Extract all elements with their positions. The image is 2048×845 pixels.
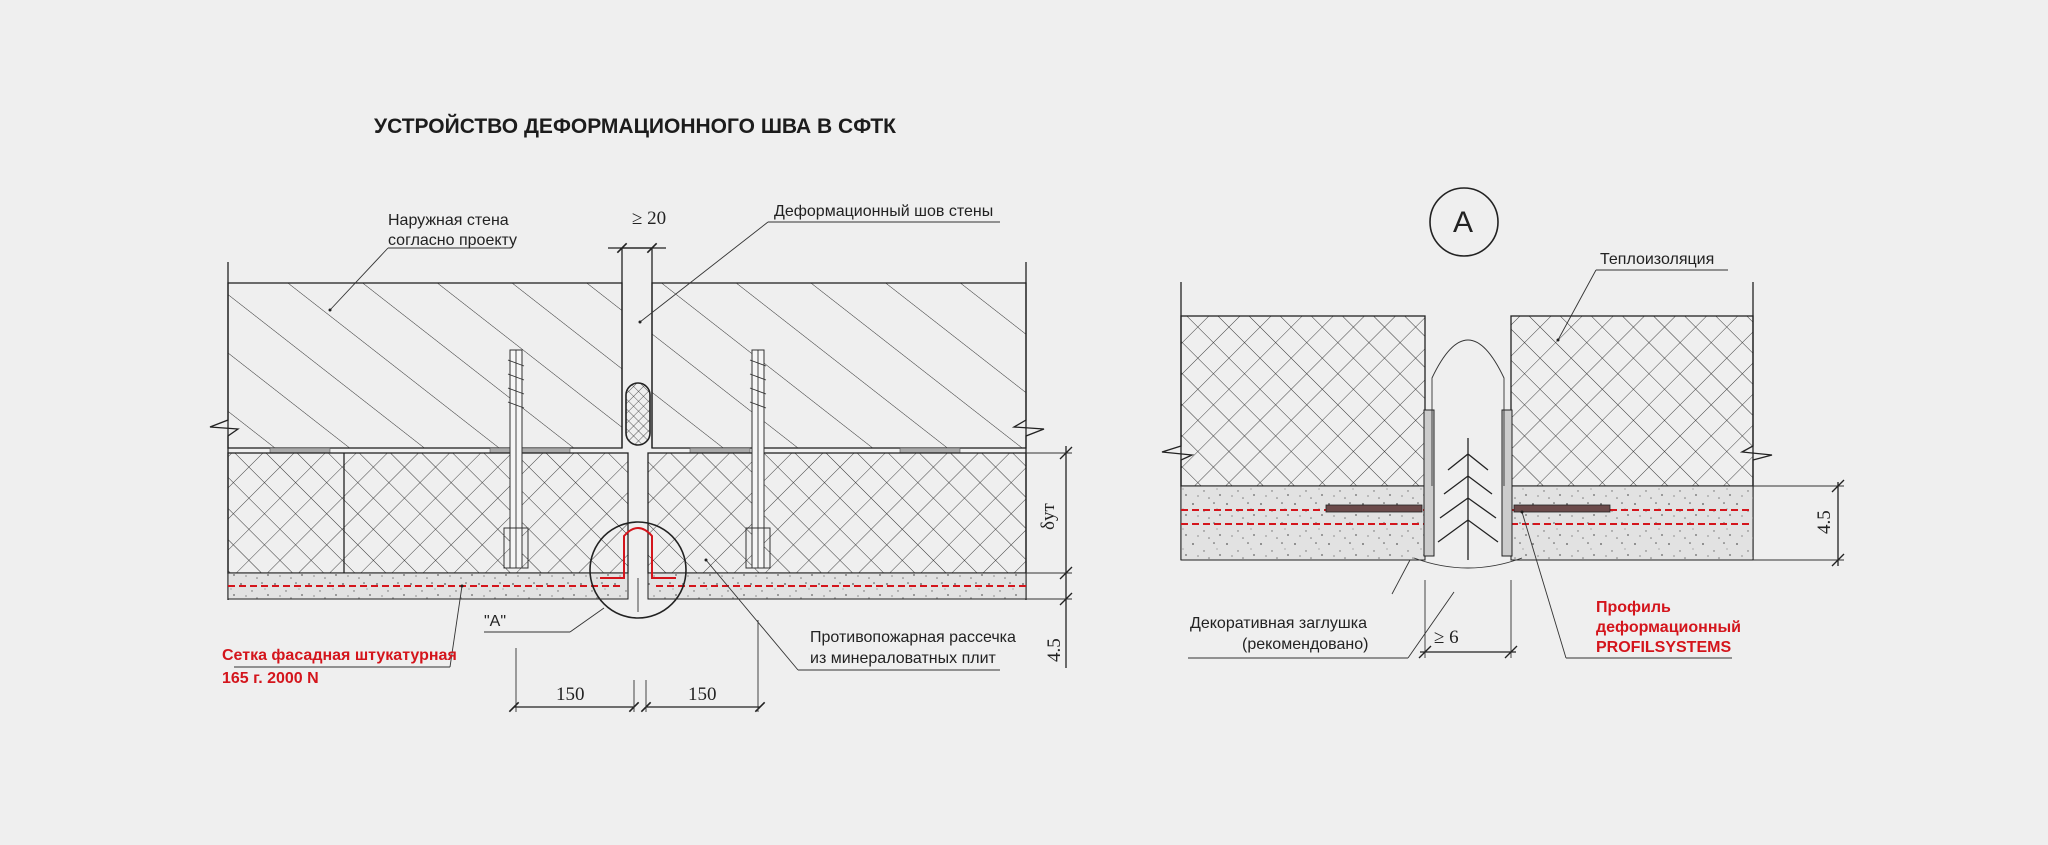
- profile-insert: [1438, 438, 1498, 560]
- label-mesh-1: Сетка фасадная штукатурная: [222, 647, 457, 664]
- label-outer-wall-1: Наружная стена: [388, 212, 509, 229]
- profile-flange-left: [1326, 505, 1422, 512]
- wall-left: [228, 283, 622, 448]
- dim-insulation-thickness: δут: [1038, 503, 1059, 530]
- detail-insulation-right: [1511, 316, 1753, 486]
- detail-dim-plaster-4-5: 4.5: [1814, 510, 1835, 534]
- label-insulation: Теплоизоляция: [1600, 251, 1715, 268]
- wall-right: [652, 283, 1026, 448]
- insulation-right: [648, 453, 1026, 573]
- label-firebreak-2: из минераловатных плит: [810, 650, 996, 667]
- label-firebreak-1: Противопожарная рассечка: [810, 629, 1016, 646]
- profile-flange-right: [1514, 505, 1610, 512]
- drawing-title: УСТРОЙСТВО ДЕФОРМАЦИОННОГО ШВА В СФТК: [374, 115, 896, 138]
- dim-gap-min-20: ≥ 20: [632, 208, 667, 229]
- label-outer-wall-2: согласно проекту: [388, 232, 518, 249]
- label-wall-joint: Деформационный шов стены: [774, 203, 994, 220]
- dim-plaster-4-5: 4.5: [1044, 638, 1065, 662]
- detail-a: [1162, 188, 1844, 658]
- detail-insulation-left: [1181, 316, 1425, 486]
- label-profile-1: Профиль: [1596, 599, 1671, 616]
- insulation-left: [228, 453, 628, 573]
- dim-150-right: 150: [688, 684, 717, 705]
- label-decorative-cap-2: (рекомендовано): [1242, 636, 1369, 653]
- detail-dim-gap-min-6: ≥ 6: [1434, 627, 1459, 648]
- label-mesh-2: 165 г. 2000 N: [222, 670, 319, 687]
- dim-150-left: 150: [556, 684, 585, 705]
- sealant-cord: [626, 383, 650, 445]
- label-profile-2: деформационный: [1596, 619, 1741, 636]
- label-profile-3: PROFILSYSTEMS: [1596, 639, 1732, 656]
- label-callout-a-ref: "A": [484, 613, 507, 630]
- detail-a-letter: A: [1453, 206, 1474, 239]
- label-decorative-cap-1: Декоративная заглушка: [1190, 615, 1368, 632]
